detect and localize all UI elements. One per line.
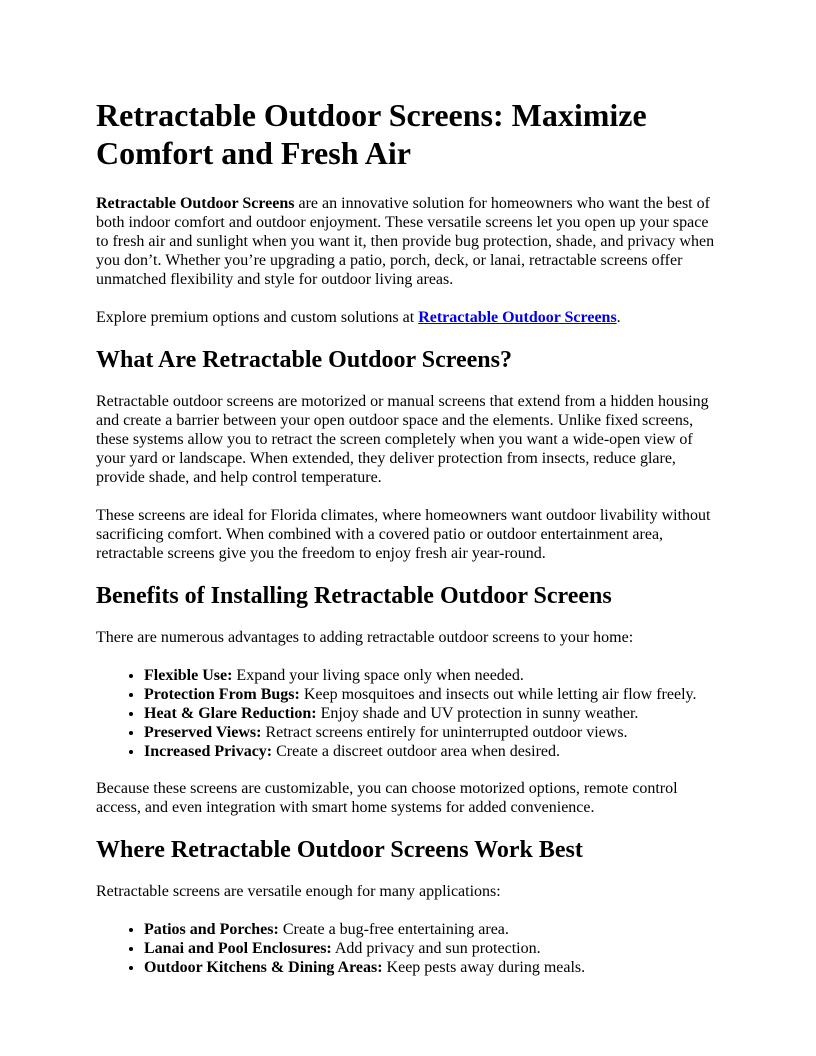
list-item-text: Expand your living space only when needed. bbox=[232, 667, 524, 684]
section3-intro: Retractable screens are versatile enough for many applications: bbox=[96, 883, 501, 900]
list-item-label: Preserved Views: bbox=[144, 724, 262, 741]
list-item bbox=[144, 958, 720, 977]
list-item-label: Protection From Bugs: bbox=[144, 686, 300, 703]
section3-heading: Where Retractable Outdoor Screens Work Best bbox=[96, 837, 583, 863]
list-item-text: Keep mosquitoes and insects out while letting air flow freely. bbox=[299, 686, 697, 703]
list-item-text: Create a bug-free entertaining area. bbox=[278, 921, 509, 938]
list-item bbox=[144, 685, 720, 704]
list-item-text: Keep pests away during meals. bbox=[382, 959, 586, 976]
section2-intro: There are numerous advantages to adding retractable outdoor screens to your home: bbox=[96, 629, 634, 646]
list-item bbox=[144, 723, 720, 742]
list-item-label: Increased Privacy: bbox=[144, 743, 273, 760]
list-item-label: Patios and Porches: bbox=[144, 921, 279, 938]
retractable-screens-link[interactable]: Retractable Outdoor Screens bbox=[418, 309, 617, 326]
explore-paragraph bbox=[96, 308, 720, 327]
list-item-text: Add privacy and sun protection. bbox=[331, 940, 541, 957]
list-item-label: Flexible Use: bbox=[144, 667, 233, 684]
page-title: Retractable Outdoor Screens: Maximize Comfort and Fresh Air bbox=[96, 97, 647, 171]
list-item bbox=[144, 742, 720, 761]
list-item bbox=[144, 939, 720, 958]
list-item-text: Retract screens entirely for uninterrupted outdoor views. bbox=[261, 724, 628, 741]
section1-paragraph-2: These screens are ideal for Florida climates, where homeowners want outdoor livability without sacrificing comfort. When combined with a covered patio or outdoor entertainment area, retractable screens give you the freedom to enjoy fresh air year-round. bbox=[96, 507, 711, 562]
explore-after-text: . bbox=[616, 309, 621, 326]
section2-closing: Because these screens are customizable, you can choose motorized options, remote control access, and even integration with smart home systems for added convenience. bbox=[96, 780, 678, 816]
list-item bbox=[144, 666, 720, 685]
benefits-list bbox=[96, 666, 720, 761]
intro-lead-bold: Retractable Outdoor Screens bbox=[96, 195, 295, 212]
section1-heading: What Are Retractable Outdoor Screens? bbox=[96, 347, 512, 373]
list-item-label: Heat & Glare Reduction: bbox=[144, 705, 317, 722]
explore-before-text: Explore premium options and custom solutions at bbox=[96, 309, 419, 326]
section2-heading: Benefits of Installing Retractable Outdoor Screens bbox=[96, 583, 612, 609]
list-item bbox=[144, 704, 720, 723]
list-item-text: Create a discreet outdoor area when desired. bbox=[272, 743, 560, 760]
intro-lead-rest: are an innovative solution for homeowners who want the best of both indoor comfort and outdoor enjoyment. These versatile screens let you open up your space to fresh air and sunlight when you want it, then provide bug protection, shade, and privacy when you don’t. Whether you’re upgrading a patio, porch, deck, or lanai, retractable screens offer unmatched flexibility and style for outdoor living areas. bbox=[96, 195, 715, 288]
list-item-label: Outdoor Kitchens & Dining Areas: bbox=[144, 959, 383, 976]
document-page bbox=[96, 96, 720, 995]
list-item bbox=[144, 920, 720, 939]
list-item-text: Enjoy shade and UV protection in sunny weather. bbox=[316, 705, 639, 722]
list-item-label: Lanai and Pool Enclosures: bbox=[144, 940, 332, 957]
applications-list bbox=[96, 920, 720, 977]
intro-paragraph bbox=[96, 194, 720, 289]
section1-paragraph-1: Retractable outdoor screens are motorized or manual screens that extend from a hidden housing and create a barrier between your open outdoor space and the elements. Unlike fixed screens, these systems allow you to retract the screen completely when you want a wide-open view of your yard or landscape. When extended, they deliver protection from insects, reduce glare, provide shade, and help control temperature. bbox=[96, 393, 709, 486]
